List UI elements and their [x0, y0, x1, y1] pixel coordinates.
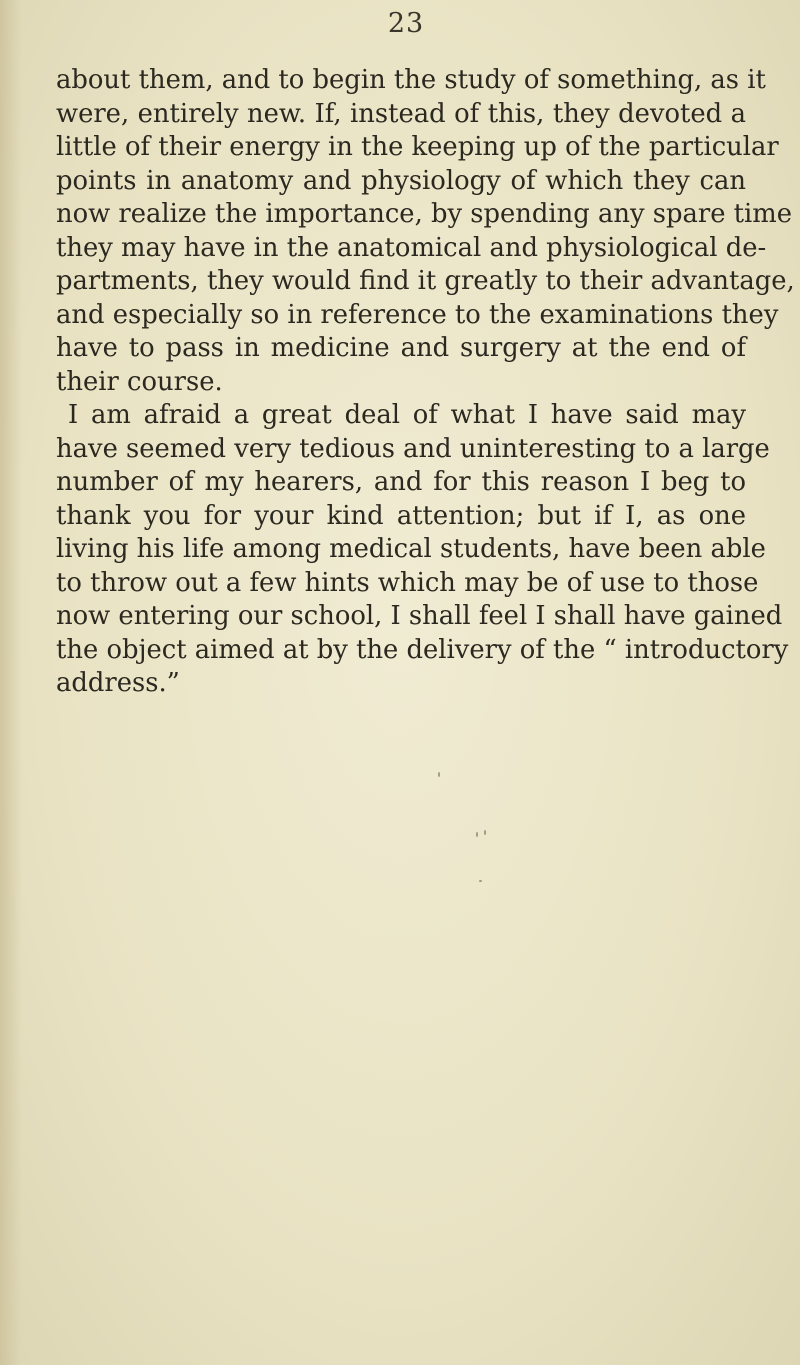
- text-line: and especially so in reference to the examinations they: [56, 299, 779, 330]
- text-line: the object aimed at by the delivery of the “ introductory: [56, 634, 789, 665]
- paper-speck: [484, 830, 486, 835]
- text-line: their course.: [56, 366, 223, 397]
- text-line: have to pass in medicine and surgery at the end of: [56, 333, 746, 363]
- paper-speck: [438, 772, 440, 777]
- text-line: points in anatomy and physiology of which they can: [56, 165, 746, 196]
- text-line: have seemed very tedious and uninteresting to a large: [56, 433, 770, 464]
- text-line: little of their energy in the keeping up of the particular: [56, 132, 779, 162]
- text-line: partments, they would find it greatly to their advantage,: [56, 266, 795, 296]
- text-line: now entering our school, I shall feel I shall have gained: [56, 601, 783, 631]
- body-text: [56, 64, 795, 701]
- text-line: thank you for your kind attention; but if I, as one: [56, 500, 746, 531]
- page-number: 23: [387, 8, 425, 39]
- text-line: were, entirely new. If, instead of this, they devoted a: [56, 98, 746, 129]
- text-line: number of my hearers, and for this reason I beg to: [56, 467, 746, 497]
- text-line: about them, and to begin the study of something, as it: [56, 65, 766, 95]
- paragraph-2: [56, 399, 789, 701]
- text-line: I am afraid a great deal of what I have said may: [68, 400, 746, 430]
- gutter-shadow: [0, 0, 22, 1365]
- text-line: living his life among medical students, have been able: [56, 534, 766, 564]
- text-line: now realize the importance, by spending any spare time: [56, 199, 793, 229]
- paragraph-1: [56, 64, 795, 399]
- text-line: to throw out a few hints which may be of use to those: [56, 567, 759, 598]
- text-line: they may have in the anatomical and physiological de-: [56, 232, 767, 263]
- text-line: address.”: [56, 668, 180, 698]
- paper-speck: [476, 832, 478, 837]
- paper-speck: [479, 880, 482, 882]
